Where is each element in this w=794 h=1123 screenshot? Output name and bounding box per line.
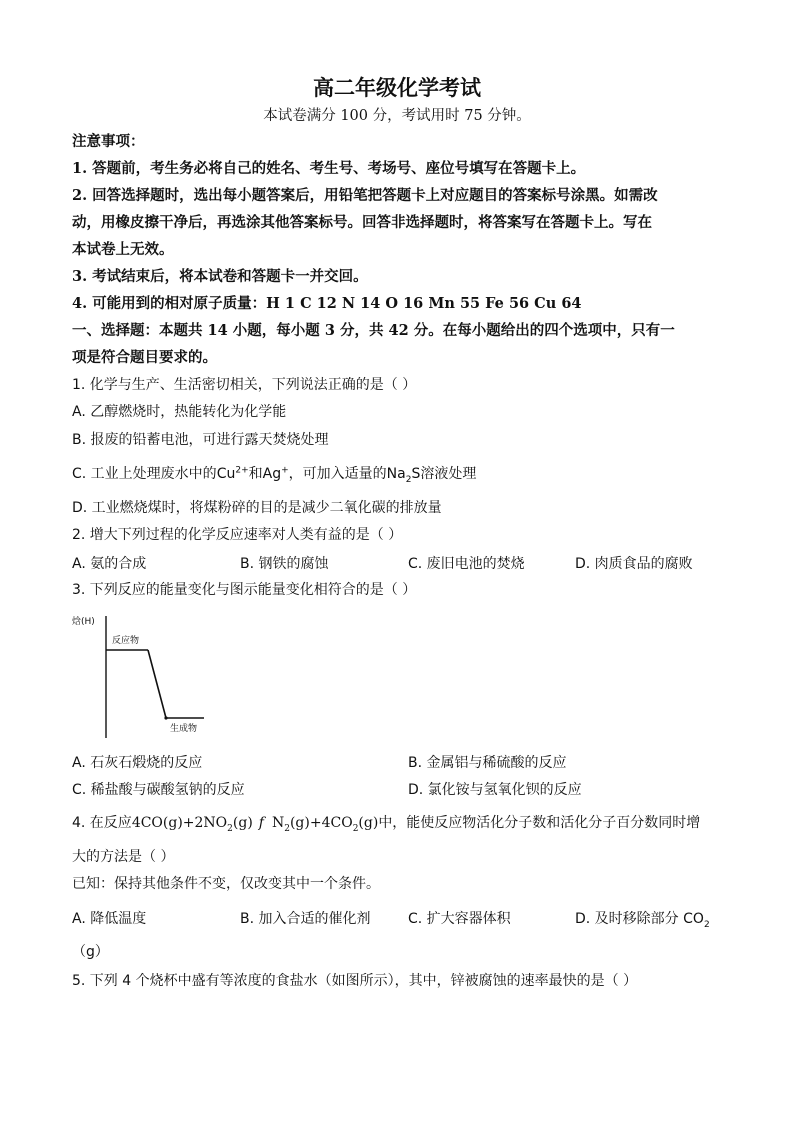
exam-info: 本试卷满分 100 分，考试用时 75 分钟。: [263, 108, 531, 124]
q3-option-b: B. 金属铝与稀硫酸的反应: [408, 755, 567, 771]
q2-option-a: A. 氨的合成: [72, 556, 147, 572]
note-1: 1. 答题前，考生务必将自己的姓名、考生号、考场号、座位号填写在答题卡上。: [72, 160, 586, 177]
q4-stem: [72, 813, 700, 833]
enthalpy-diagram: [70, 612, 220, 742]
q4-known: 已知：保持其他条件不变，仅改变其中一个条件。: [72, 876, 380, 892]
q3-option-c: C. 稀盐酸与碳酸氢钠的反应: [72, 782, 245, 798]
q5-stem: 5. 下列 4 个烧杯中盛有等浓度的食盐水（如图所示），其中，锌被腐蚀的速率最快的是（ ）: [72, 973, 638, 989]
note-2-line-1: 2. 回答选择题时，选出每小题答案后，用铅笔把答题卡上对应题目的答案标号涂黑。如需改: [72, 187, 658, 204]
q1-option-a: A. 乙醇燃烧时，热能转化为化学能: [72, 404, 287, 420]
q1-c-prefix: C. 工业上处理废水中的: [72, 466, 217, 482]
eq-sub-2: 2: [284, 823, 290, 834]
q2-option-d: D. 肉质食品的腐败: [575, 556, 693, 572]
q1-option-d: D. 工业燃烧煤时，将煤粉碎的目的是减少二氧化碳的排放量: [72, 500, 442, 516]
eq-f: f: [258, 815, 264, 831]
q4-option-c: C. 扩大容器体积: [408, 911, 511, 927]
q1-c-na-sub: 2: [405, 474, 412, 485]
q1-c-na: Na: [386, 466, 406, 482]
q4-option-b: B. 加入合适的催化剂: [240, 911, 371, 927]
product-label: 生成物: [170, 724, 198, 734]
q1-c-and: 和: [248, 466, 263, 482]
q1-c-s: S: [411, 466, 421, 482]
transition-point: [164, 716, 167, 719]
eq-part-5: (g): [358, 815, 379, 831]
q4-option-a: A. 降低温度: [72, 911, 147, 927]
note-3: 3. 考试结束后，将本试卷和答题卡一并交回。: [72, 268, 368, 285]
chart-y-label: 焓(H): [72, 617, 95, 627]
note-4: 4. 可能用到的相对原子质量：H 1 C 12 N 14 O 16 Mn 55 Fe 56 Cu 64: [72, 295, 582, 312]
page-title: 高二年级化学考试: [313, 76, 481, 100]
q2-option-c: C. 废旧电池的焚烧: [408, 556, 525, 572]
q1-option-c: [72, 464, 476, 484]
q4-prefix: 4. 在反应: [72, 815, 132, 831]
q3-option-a: A. 石灰石煅烧的反应: [72, 755, 203, 771]
q1-c-suffix: 溶液处理: [420, 466, 477, 482]
eq-sub-3: 2: [352, 823, 359, 834]
q4-equation: [131, 815, 379, 834]
q1-c-ag: Ag: [262, 466, 282, 482]
eq-part-2: (g): [232, 815, 253, 831]
eq-part-3: N: [271, 815, 285, 831]
note-2-line-2: 动，用橡皮擦干净后，再选涂其他答案标号。回答非选择题时，将答案写在答题卡上。写在: [72, 214, 652, 231]
section-heading-line-2: 项是符合题目要求的。: [72, 349, 217, 366]
eq-part-1: 4CO(g)+2NO: [131, 815, 228, 831]
q4-d-sub: 2: [703, 919, 710, 930]
q3-stem: 3. 下列反应的能量变化与图示能量变化相符合的是（ ）: [72, 582, 417, 598]
q1-c-ag-charge: +: [281, 465, 289, 476]
energy-drop-line: [148, 650, 166, 718]
q4-option-d: [575, 908, 710, 928]
eq-sub-1: 2: [227, 823, 233, 834]
q1-c-mid: ，可加入适量的: [288, 466, 387, 482]
q4-suffix: 中，能使反应物活化分子数和活化分子百分数同时增: [378, 815, 701, 831]
q1-stem: 1. 化学与生产、生活密切相关，下列说法正确的是（ ）: [72, 377, 417, 393]
notes-heading: 注意事项：: [72, 133, 145, 150]
q3-option-d: D. 氯化铵与氢氧化钡的反应: [408, 782, 582, 798]
q2-stem: 2. 增大下列过程的化学反应速率对人类有益的是（ ）: [72, 527, 403, 543]
eq-part-4: (g)+4CO: [289, 815, 353, 831]
q2-option-b: B. 钢铁的腐蚀: [240, 556, 329, 572]
q4-d-text: D. 及时移除部分 CO: [575, 911, 704, 927]
q1-c-cu-charge: 2+: [235, 465, 249, 476]
q1-c-cu: Cu: [216, 466, 236, 482]
reactant-label: 反应物: [112, 636, 140, 646]
note-2-line-3: 本试卷上无效。: [72, 241, 174, 258]
q4-option-d-wrap: （g）: [72, 944, 109, 960]
q1-option-b: B. 报废的铅蓄电池，可进行露天焚烧处理: [72, 432, 329, 448]
section-heading-line-1: 一、选择题：本题共 14 小题，每小题 3 分，共 42 分。在每小题给出的四个选项中，只有一: [72, 322, 675, 339]
q4-stem-line-2: 大的方法是（ ）: [72, 849, 175, 865]
